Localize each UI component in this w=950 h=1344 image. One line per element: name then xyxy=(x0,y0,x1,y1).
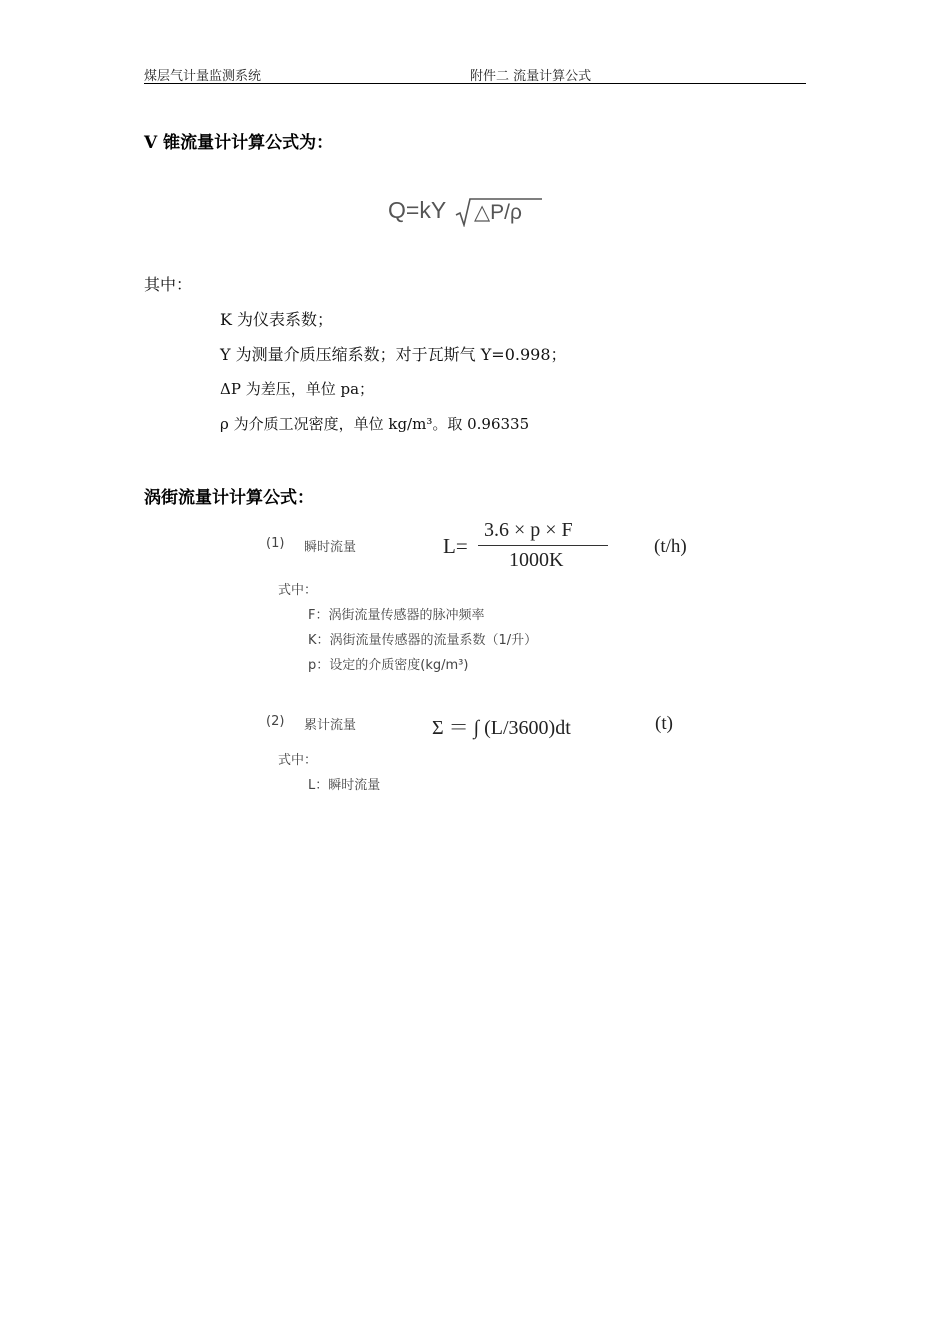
vcone-def-dp: ΔP 为差压，单位 pa； xyxy=(220,380,375,398)
item1-unit: (t/h) xyxy=(654,536,687,557)
vcone-where: 其中： xyxy=(144,275,193,294)
item1-def-p: p：设定的介质密度(kg/m³) xyxy=(308,658,469,673)
item2-where: 式中： xyxy=(278,753,318,768)
header-left: 煤层气计量监测系统 xyxy=(144,69,262,84)
vcone-title: V 锥流量计计算公式为： xyxy=(144,133,334,153)
item2-number: (2) xyxy=(266,714,285,729)
item2-label: 累计流量 xyxy=(304,718,357,733)
vcone-formula xyxy=(388,193,558,233)
item1-numerator: 3.6 × p × F xyxy=(484,519,573,541)
item1-def-f: F：涡街流量传感器的脉冲频率 xyxy=(308,608,485,623)
vcone-formula-lhs: Q=kY xyxy=(388,197,447,223)
item1-def-k: K：涡街流量传感器的流量系数（1/升） xyxy=(308,633,538,648)
item1-number: (1) xyxy=(266,536,285,551)
vcone-def-rho: ρ 为介质工况密度，单位 kg/m³。取 0.96335 xyxy=(220,415,530,433)
vortex-title: 涡街流量计计算公式： xyxy=(144,488,314,508)
header-right: 附件二 流量计算公式 xyxy=(470,69,592,84)
item2-def-l: L：瞬时流量 xyxy=(308,778,381,793)
item1-label: 瞬时流量 xyxy=(304,540,357,555)
item1-lhs: L= xyxy=(443,534,468,558)
item2-expr: Σ ＝ ∫ (L/3600)dt xyxy=(432,717,571,739)
item2-unit: (t) xyxy=(655,713,673,734)
header-rule xyxy=(144,83,806,84)
vcone-def-k: K 为仪表系数； xyxy=(220,310,334,329)
fraction-bar xyxy=(478,545,608,546)
item1-where: 式中： xyxy=(278,583,318,598)
vcone-def-y: Y 为测量介质压缩系数；对于瓦斯气 Y=0.998； xyxy=(220,345,567,364)
item1-denominator: 1000K xyxy=(509,549,564,571)
vcone-formula-radicand: △P/ρ xyxy=(474,201,522,224)
